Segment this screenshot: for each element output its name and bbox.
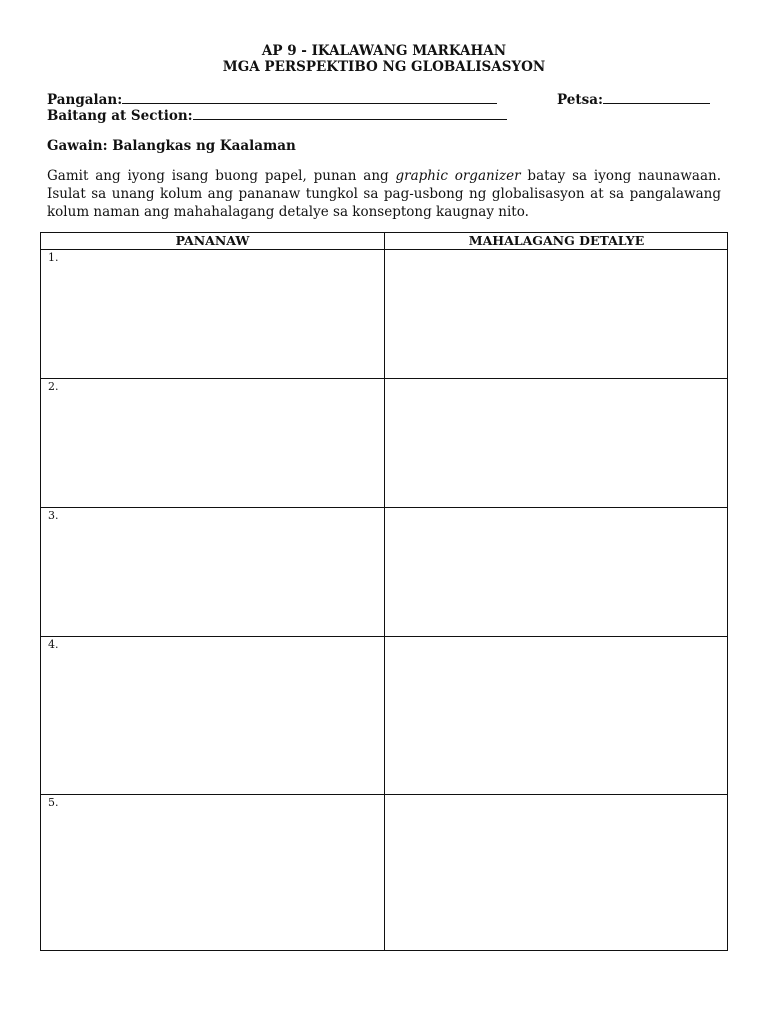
grade-section-blank-line[interactable] xyxy=(193,107,507,120)
row-divider xyxy=(41,378,727,379)
grade-section-label: Baitang at Section: xyxy=(47,108,193,124)
date-label: Petsa: xyxy=(557,92,603,108)
graphic-organizer-table xyxy=(40,232,728,951)
instructions xyxy=(47,167,721,221)
instructions-italic: graphic organizer xyxy=(395,168,521,184)
column-divider xyxy=(384,233,385,950)
row-divider xyxy=(41,794,727,795)
name-field xyxy=(47,91,497,108)
instructions-text-1: Gamit ang iyong isang buong papel, punan ang xyxy=(47,168,396,184)
worksheet-title: AP 9 - IKALAWANG MARKAHAN xyxy=(261,43,507,59)
instructions-text-2: batay sa iyong naunawaan. Isulat sa unang kolum ang pananaw tungkol sa pag-usbong ng globalisasyon at sa pangalawang kolum naman ang mahahalagang detalye sa konseptong kaugnay nito. xyxy=(47,168,721,220)
row-divider xyxy=(41,507,727,508)
row-divider xyxy=(41,636,727,637)
header-divider xyxy=(41,249,727,250)
name-label: Pangalan: xyxy=(47,92,123,108)
date-field xyxy=(557,91,710,108)
name-blank-line[interactable] xyxy=(122,91,497,104)
row-number: 4. xyxy=(48,638,59,651)
row-number: 1. xyxy=(48,251,59,264)
row-number: 2. xyxy=(48,380,59,393)
column-header-mahalagang-detalye: MAHALAGANG DETALYE xyxy=(468,233,645,248)
column-header-pananaw: PANANAW xyxy=(175,233,250,248)
task-title: Gawain: Balangkas ng Kaalaman xyxy=(47,138,296,154)
row-number: 5. xyxy=(48,796,59,809)
worksheet-subtitle: MGA PERSPEKTIBO NG GLOBALISASYON xyxy=(222,59,546,75)
date-blank-line[interactable] xyxy=(603,91,710,104)
row-number: 3. xyxy=(48,509,59,522)
grade-section-field xyxy=(47,107,507,124)
